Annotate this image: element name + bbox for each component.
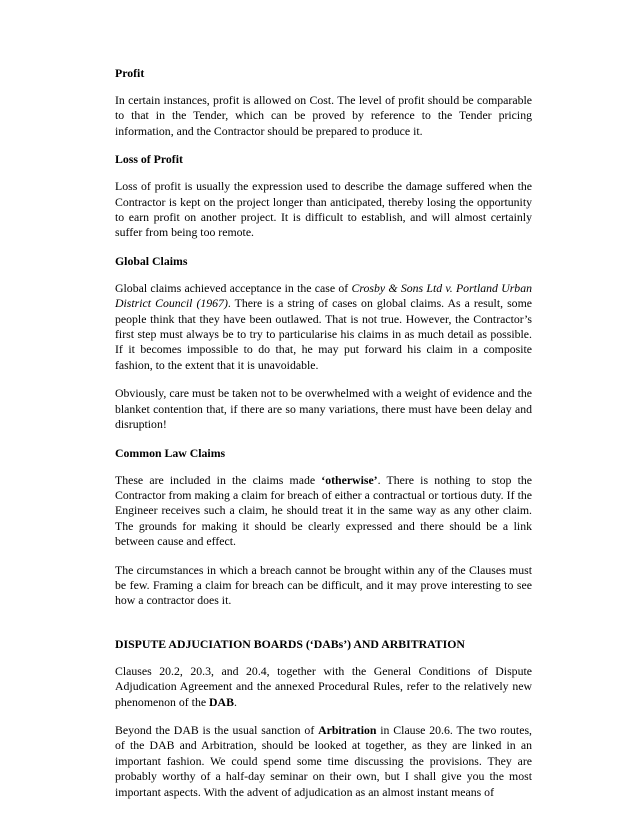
text-run: These are included in the claims made: [115, 472, 322, 487]
heading-loss-of-profit: Loss of Profit: [115, 152, 183, 167]
case-citation: Crosby & Sons Ltd v. Portland Urban District Council (1967): [115, 280, 532, 311]
text-run: . There is a string of cases on global claims. As a result, some people think that they have been outlawed. That is not true. However, the Contractor’s first step must always be to try to particularise his claims in as much detail as possible. If it becomes impossible to do that, he may put forward his claim in a composite fashion, to the extent that it is unavoidable.: [115, 296, 532, 372]
bold-term: Arbitration: [318, 722, 377, 737]
heading-dab-arbitration: DISPUTE ADJUCIATION BOARDS (‘DABs’) AND ARBITRATION: [115, 636, 465, 651]
text-run: in Clause 20.6. The two routes, of the DAB and Arbitration, should be looked at together, as they are linked in an important fashion. We could spend some time discussing the provisions. They are probably worthy of a half-day seminar on their own, but I shall give you the most important aspects. With the advent of adjudication as an almost instant means of: [115, 722, 532, 799]
paragraph-profit: In certain instances, profit is allowed on Cost. The level of profit should be comparable to that in the Tender, which can be proved by reference to the Tender pricing information, and the Contractor should be prepared to produce it.: [115, 93, 532, 138]
heading-profit: Profit: [115, 66, 145, 80]
paragraph-dab-2: [115, 723, 532, 800]
paragraph-common-law-2: The circumstances in which a breach cannot be brought within any of the Clauses must be few. Framing a claim for breach can be difficult, and it may prove interesting to see how a contractor does it.: [115, 562, 532, 608]
text-run: . There is nothing to stop the Contractor from making a claim for breach of either a contractual or tortious duty. If the Engineer receives such a claim, he should treat it in the same way as any other claim. The grounds for making it should be clearly expressed and there should be a link between cause and effect.: [115, 472, 532, 549]
heading-global-claims: Global Claims: [115, 253, 188, 268]
bold-term: ‘otherwise’: [321, 472, 378, 487]
paragraph-dab-1: [115, 664, 532, 710]
paragraph-global-claims-1: [115, 281, 532, 373]
text-run: Global claims achieved acceptance in the case of: [115, 280, 352, 295]
paragraph-global-claims-2: Obviously, care must be taken not to be overwhelmed with a weight of evidence and the blanket contention that, if there are so many variations, there must have been delay and disruption!: [115, 386, 532, 432]
text-run: .: [233, 694, 237, 709]
paragraph-loss-of-profit: Loss of profit is usually the expression used to describe the damage suffered when the Contractor is kept on the project longer than anticipated, thereby losing the opportunity to earn profit on another project. It is difficult to establish, and will almost certainly suffer from being too remote.: [115, 179, 532, 240]
text-run: Beyond the DAB is the usual sanction of: [115, 722, 319, 737]
text-run: Clauses 20.2, 20.3, and 20.4, together with the General Conditions of Dispute Adjudication Agreement and the annexed Procedural Rules, refer to the relatively new phenomenon of the: [115, 663, 532, 709]
bold-term: DAB: [209, 694, 234, 709]
paragraph-common-law-1: [115, 473, 532, 550]
heading-common-law-claims: Common Law Claims: [115, 445, 226, 460]
